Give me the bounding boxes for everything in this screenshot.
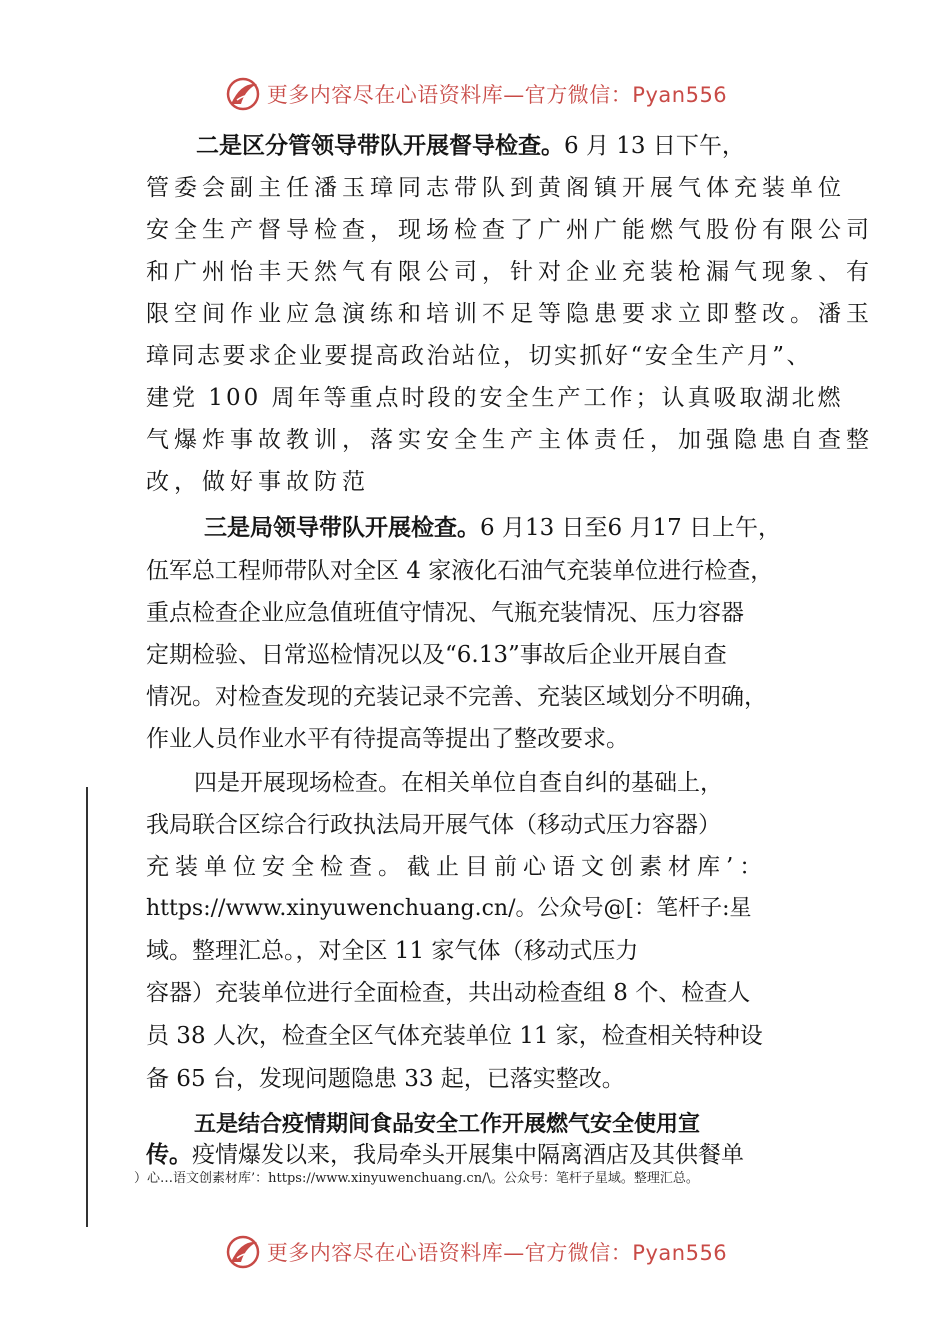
paragraph-line: 五是结合疫情期间食品安全工作开展燃气安全使用宣 — [194, 1112, 701, 1137]
paragraph-line: 璋同志要求企业要提高政治站位，切实抓好“安全生产月”、 — [146, 343, 813, 369]
flame-seal-icon — [223, 74, 263, 114]
paragraph-line: 气爆炸事故教训，落实安全生产主体责任，加强隐患自查整 — [146, 427, 874, 453]
banner-text: 更多内容尽在心语资料库—官方微信：Pyan556 — [266, 83, 728, 107]
paragraph-line: 定期检验、日常巡检情况以及“6.13”事故后企业开展自查 — [146, 642, 727, 668]
paragraph-line: 三是局领导带队开展检查。6 月13 日至6 月17 日上午， — [204, 515, 782, 541]
paragraph-line: 限空间作业应急演练和培训不足等隐患要求立即整改。潘玉 — [146, 301, 874, 327]
paragraph-line: 伍军总工程师带队对全区 4 家液化石油气充装单位进行检查， — [146, 558, 774, 584]
paragraph-line: 备 65 台，发现问题隐患 33 起，已落实整改。 — [146, 1066, 625, 1092]
margin-rule — [86, 787, 88, 1227]
paragraph-line: 情况。对检查发现的充装记录不完善、充装区域划分不明确， — [146, 684, 767, 710]
paragraph-line: 作业人员作业水平有待提高等提出了整改要求。 — [146, 726, 629, 752]
paragraph-lead: 三是局领导带队开展检查。 — [204, 515, 480, 541]
paragraph-line: 管委会副主任潘玉璋同志带队到黄阁镇开展气体充装单位 — [146, 175, 846, 201]
flame-seal-icon — [223, 1232, 263, 1272]
paragraph-line: 改，做好事故防范 — [146, 469, 370, 495]
paragraph-line: 充装单位安全检查。截止目前心语文创素材库’： — [146, 854, 769, 880]
paragraph-line: 员 38 人次，检查全区气体充装单位 11 家，检查相关特种设 — [146, 1023, 763, 1049]
paragraph-line: 二是区分管领导带队开展督导检查。6 月 13 日下午， — [196, 133, 745, 159]
paragraph-line: 容器）充装单位进行全面检查，共出动检查组 8 个、检查人 — [146, 980, 751, 1006]
footer-banner — [0, 1230, 950, 1274]
paragraph-line: 传。疫情爆发以来，我局牵头开展集中隔离酒店及其供餐单 — [146, 1142, 744, 1168]
paragraph-line: 建党 100 周年等重点时段的安全生产工作；认真吸取湖北燃 — [146, 385, 844, 411]
header-banner — [0, 72, 950, 116]
paragraph-line: 我局联合区综合行政执法局开展气体（移动式压力容器） — [146, 812, 721, 838]
paragraph-line: 四是开展现场检查。在相关单位自查自纠的基础上， — [194, 770, 723, 796]
footnote: ）心…语文创素材库’：https://www.xinyuwenchuang.cn/\。公众号：笔杆子星域。整理汇总。 — [134, 1171, 699, 1186]
banner-text: 更多内容尽在心语资料库—官方微信：Pyan556 — [266, 1241, 728, 1265]
paragraph-line: 域。整理汇总。，对全区 11 家气体（移动式压力 — [146, 938, 639, 964]
paragraph-line: 和广州怡丰天然气有限公司，针对企业充装枪漏气现象、有 — [146, 259, 874, 285]
paragraph-line: https://www.xinyuwenchuang.cn/。公众号@[：笔杆子:星 — [146, 896, 752, 921]
paragraph-lead: 二是区分管领导带队开展督导检查。 — [196, 133, 564, 159]
paragraph-line: 安全生产督导检查，现场检查了广州广能燃气股份有限公司 — [146, 217, 874, 243]
paragraph-line: 重点检查企业应急值班值守情况、气瓶充装情况、压力容器 — [146, 600, 744, 626]
